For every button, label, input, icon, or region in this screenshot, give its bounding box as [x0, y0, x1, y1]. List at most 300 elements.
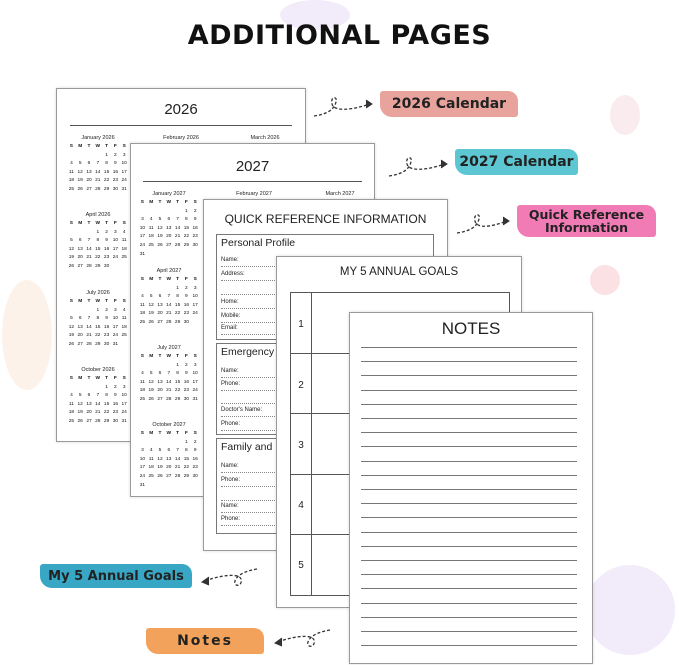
day-cell: 18	[121, 246, 127, 252]
day-cell: 19	[68, 255, 75, 261]
day-cell: 26	[157, 473, 163, 479]
weekday-label: S	[122, 144, 126, 149]
day-cell: 23	[103, 333, 110, 339]
weekday-label: F	[184, 354, 188, 359]
month-name: March 2027	[325, 191, 355, 197]
label-2026-calendar	[380, 91, 518, 117]
weekday-label: T	[158, 431, 162, 436]
month-name: October 2027	[152, 422, 186, 428]
day-cell: 13	[86, 401, 92, 407]
day-cell	[147, 439, 156, 448]
weekday-label: T	[158, 354, 162, 359]
day-cell	[138, 285, 147, 294]
day-cell: 29	[174, 396, 181, 402]
week-row	[138, 447, 200, 456]
day-cell: 5	[158, 217, 162, 223]
day-cell: 12	[77, 401, 83, 407]
day-cell: 28	[86, 263, 92, 269]
weekday-label: S	[140, 354, 144, 359]
month-grid	[138, 199, 200, 259]
weekday-label: S	[193, 431, 197, 436]
family-title: Family and	[221, 441, 273, 453]
weekday-label: T	[158, 200, 162, 205]
ruled-line	[361, 404, 577, 405]
weekday-label: M	[149, 354, 154, 359]
week-row	[138, 251, 200, 260]
day-cell: 5	[158, 448, 162, 454]
weekday-label: F	[184, 200, 188, 205]
day-cell: 22	[95, 255, 101, 261]
day-cell: 15	[95, 246, 101, 252]
day-cell: 13	[157, 379, 163, 385]
day-cell: 11	[68, 401, 74, 407]
week-row	[67, 246, 129, 255]
week-row	[138, 233, 200, 242]
day-cell: 23	[183, 311, 190, 317]
day-cell: 18	[148, 465, 154, 471]
day-cell: 31	[121, 186, 127, 192]
day-cell	[85, 384, 94, 393]
ruled-line	[361, 361, 577, 362]
day-cell	[76, 384, 85, 393]
week-row	[138, 285, 200, 294]
day-cell: 6	[167, 217, 171, 223]
day-cell: 3	[141, 448, 144, 454]
month-grid	[67, 298, 129, 350]
day-cell: 29	[103, 186, 110, 192]
month-grid	[67, 220, 129, 272]
day-cell: 7	[176, 448, 179, 454]
day-cell: 9	[185, 371, 188, 377]
goal-number: 5	[298, 560, 304, 571]
goals-heading: MY 5 ANNUAL GOALS	[339, 266, 459, 278]
home-line: Home:	[221, 297, 429, 309]
day-cell: 27	[157, 396, 163, 402]
ruled-line	[361, 489, 577, 490]
flower-decoration	[585, 565, 675, 655]
week-row	[138, 302, 200, 311]
day-cell	[156, 482, 165, 491]
day-cell: 9	[114, 161, 117, 167]
day-cell: 25	[121, 333, 127, 339]
week-row	[138, 225, 200, 234]
label-notes	[146, 628, 264, 654]
goals-column-divider	[311, 293, 312, 595]
day-cell	[182, 251, 191, 260]
week-row	[138, 379, 200, 388]
day-cell: 28	[95, 418, 101, 424]
day-cell: 17	[139, 465, 146, 471]
day-cell: 15	[95, 324, 101, 330]
day-cell: 5	[70, 316, 73, 322]
day-cell: 31	[139, 482, 146, 488]
label-text: 2026 Calendar	[391, 96, 507, 112]
day-cell: 24	[121, 410, 127, 416]
day-cell: 2	[105, 229, 108, 235]
day-cell: 1	[185, 439, 188, 445]
weekday-label: W	[95, 144, 101, 149]
day-cell: 16	[112, 401, 119, 407]
weekday-label: W	[166, 431, 172, 436]
weekday-label: W	[166, 277, 172, 282]
day-cell: 17	[192, 379, 198, 385]
goal-number: 2	[298, 380, 304, 391]
day-cell: 30	[183, 319, 190, 325]
day-cell: 5	[149, 371, 153, 377]
day-cell: 19	[77, 178, 83, 184]
weekday-header	[67, 220, 129, 229]
day-cell: 21	[95, 178, 101, 184]
weekday-label: M	[149, 277, 154, 282]
day-cell: 25	[139, 319, 146, 325]
day-cell: 17	[112, 246, 119, 252]
day-cell: 6	[167, 448, 171, 454]
day-cell: 21	[86, 255, 92, 261]
day-cell	[120, 263, 129, 272]
day-cell: 11	[148, 456, 154, 462]
day-cell: 20	[77, 255, 83, 261]
day-cell: 29	[183, 473, 190, 479]
day-cell: 7	[96, 393, 100, 399]
day-cell: 19	[77, 410, 83, 416]
day-cell	[67, 229, 76, 238]
day-cell: 10	[192, 294, 198, 300]
week-row	[67, 401, 129, 410]
weekday-label: T	[87, 376, 91, 381]
day-cell: 13	[86, 169, 92, 175]
day-cell: 24	[192, 311, 198, 317]
weekday-label: M	[78, 221, 83, 226]
name-line: Name:	[221, 366, 429, 378]
month-grid	[138, 430, 200, 490]
day-cell: 4	[122, 229, 126, 235]
weekday-label: S	[69, 376, 73, 381]
day-cell: 14	[166, 302, 172, 308]
day-cell: 28	[166, 319, 172, 325]
weekday-label: T	[105, 221, 109, 226]
weekday-label: T	[105, 299, 109, 304]
day-cell: 14	[166, 379, 172, 385]
ruled-line	[361, 532, 577, 533]
day-cell: 28	[174, 473, 181, 479]
mobile-line: Mobile:	[221, 311, 429, 323]
divider	[143, 181, 362, 182]
ruled-line	[361, 461, 577, 462]
day-cell: 22	[103, 178, 110, 184]
day-cell: 7	[87, 316, 91, 322]
ruled-line	[361, 645, 577, 646]
week-row	[67, 177, 129, 186]
day-cell: 9	[193, 217, 197, 223]
arrow-icon	[312, 96, 377, 121]
week-row	[67, 254, 129, 263]
week-row	[67, 392, 129, 401]
weekday-label: W	[95, 221, 101, 226]
day-cell: 13	[166, 456, 172, 462]
day-cell	[173, 439, 182, 448]
day-cell	[76, 152, 85, 161]
page-title: ADDITIONAL PAGES	[187, 20, 492, 51]
day-cell: 6	[158, 294, 162, 300]
arrow-icon	[387, 156, 452, 181]
goal-number: 4	[298, 500, 304, 511]
day-cell: 1	[176, 285, 179, 291]
arrow-icon	[270, 624, 332, 649]
day-cell: 3	[193, 362, 197, 368]
day-cell: 22	[174, 388, 181, 394]
week-row	[67, 229, 129, 238]
day-cell	[67, 384, 76, 393]
day-cell: 12	[68, 246, 75, 252]
day-cell: 15	[183, 225, 190, 231]
week-row	[138, 482, 200, 491]
day-cell: 19	[157, 465, 163, 471]
ruled-line	[361, 475, 577, 476]
day-cell: 15	[183, 456, 190, 462]
day-cell: 2	[105, 307, 108, 313]
day-cell: 21	[174, 234, 181, 240]
day-cell: 10	[112, 238, 119, 244]
weekday-label: T	[176, 431, 180, 436]
weekday-header	[67, 375, 129, 384]
ruled-line	[361, 617, 577, 618]
day-cell: 27	[77, 263, 83, 269]
week-row	[138, 464, 200, 473]
week-row	[138, 310, 200, 319]
weekday-label: M	[149, 431, 154, 436]
day-cell: 11	[139, 302, 145, 308]
day-cell: 23	[103, 255, 110, 261]
weekday-label: T	[158, 277, 162, 282]
day-cell: 21	[166, 388, 172, 394]
weekday-header	[67, 298, 129, 307]
week-row	[67, 384, 129, 393]
weekday-header	[67, 143, 129, 152]
day-cell	[120, 341, 129, 350]
doctor-line: Doctor's Name:	[221, 405, 429, 417]
day-cell	[85, 152, 94, 161]
day-cell: 8	[185, 217, 188, 223]
weekday-label: F	[184, 431, 188, 436]
day-cell	[164, 362, 173, 371]
day-cell: 30	[112, 186, 119, 192]
day-cell: 27	[77, 341, 83, 347]
day-cell: 2	[114, 152, 117, 158]
month-name: February 2027	[236, 191, 272, 197]
phone-line: Phone:	[221, 514, 429, 526]
day-cell	[173, 208, 182, 217]
day-cell: 8	[176, 294, 179, 300]
day-cell	[173, 482, 182, 491]
ruled-line	[361, 347, 577, 348]
weekday-label: S	[122, 299, 126, 304]
day-cell: 26	[148, 396, 154, 402]
day-cell: 24	[139, 473, 146, 479]
day-cell: 16	[103, 246, 110, 252]
week-row	[67, 409, 129, 418]
weekday-label: W	[95, 376, 101, 381]
day-cell: 24	[139, 242, 146, 248]
weekday-label: T	[105, 144, 109, 149]
day-cell: 31	[121, 418, 127, 424]
arrow-icon	[455, 213, 515, 238]
day-cell: 10	[112, 316, 119, 322]
day-cell: 9	[114, 393, 117, 399]
day-cell: 30	[192, 242, 198, 248]
day-cell: 18	[139, 311, 146, 317]
day-cell: 17	[121, 169, 127, 175]
week-row	[67, 237, 129, 246]
day-cell: 29	[95, 341, 101, 347]
day-cell	[191, 319, 200, 328]
day-cell: 31	[112, 341, 119, 347]
day-cell: 16	[183, 379, 190, 385]
day-cell	[138, 208, 147, 217]
day-cell: 7	[176, 217, 179, 223]
label-text: Notes	[177, 633, 233, 649]
month-name: April 2026	[85, 212, 111, 218]
month-name: January 2026	[81, 135, 115, 141]
ruled-line	[361, 390, 577, 391]
phone-line: Phone:	[221, 419, 429, 431]
day-cell: 4	[122, 307, 126, 313]
day-cell: 11	[68, 169, 74, 175]
day-cell: 24	[112, 255, 119, 261]
week-row	[138, 396, 200, 405]
day-cell: 3	[122, 384, 126, 390]
weekday-label: F	[184, 277, 188, 282]
day-cell: 12	[77, 169, 83, 175]
week-row	[138, 473, 200, 482]
day-cell	[76, 229, 85, 238]
day-cell: 8	[176, 371, 179, 377]
week-row	[138, 456, 200, 465]
month-name: April 2027	[156, 268, 182, 274]
week-row	[138, 387, 200, 396]
personal-profile-title: Personal Profile	[221, 237, 296, 249]
day-cell: 20	[157, 311, 163, 317]
day-cell: 25	[139, 396, 146, 402]
weekday-label: M	[78, 376, 83, 381]
ruled-line	[361, 560, 577, 561]
day-cell: 30	[103, 341, 110, 347]
day-cell: 9	[193, 448, 197, 454]
label-text: 2027 Calendar	[459, 154, 574, 170]
week-row	[67, 169, 129, 178]
day-cell: 23	[192, 234, 198, 240]
week-row	[67, 307, 129, 316]
day-cell: 1	[96, 307, 100, 313]
day-cell: 13	[157, 302, 163, 308]
ruled-line	[361, 546, 577, 547]
day-cell	[93, 384, 102, 393]
quick-reference-heading: QUICK REFERENCE INFORMATION	[224, 212, 427, 226]
day-cell: 29	[103, 418, 110, 424]
day-cell: 22	[103, 410, 110, 416]
day-cell: 1	[96, 229, 100, 235]
day-cell: 8	[105, 393, 108, 399]
day-cell: 7	[167, 294, 171, 300]
ruled-line	[361, 418, 577, 419]
day-cell: 18	[68, 410, 75, 416]
day-cell	[191, 482, 200, 491]
weekday-label: W	[166, 200, 172, 205]
day-cell: 5	[78, 161, 82, 167]
week-row	[138, 439, 200, 448]
day-cell: 26	[68, 263, 75, 269]
day-cell	[147, 208, 156, 217]
day-cell: 23	[112, 178, 119, 184]
calendar-year: 2026	[164, 101, 198, 118]
day-cell: 23	[183, 388, 190, 394]
flower-decoration	[2, 280, 52, 390]
day-cell: 7	[96, 161, 100, 167]
week-row	[138, 293, 200, 302]
day-cell	[191, 251, 200, 260]
divider	[70, 125, 292, 126]
address-line: Address:	[221, 269, 429, 281]
day-cell	[93, 152, 102, 161]
week-row	[67, 315, 129, 324]
weekday-header	[138, 353, 200, 362]
day-cell	[147, 362, 156, 371]
day-cell	[67, 152, 76, 161]
weekday-label: S	[193, 354, 197, 359]
day-cell: 2	[185, 362, 188, 368]
week-row	[138, 208, 200, 217]
week-row	[138, 370, 200, 379]
weekday-label: M	[78, 299, 83, 304]
day-cell: 21	[95, 410, 101, 416]
day-cell: 14	[174, 456, 181, 462]
day-cell: 18	[68, 178, 75, 184]
day-cell	[164, 208, 173, 217]
label-text: Information	[545, 220, 628, 235]
day-cell: 25	[68, 186, 75, 192]
day-cell: 13	[77, 246, 83, 252]
label-annual-goals	[40, 564, 192, 588]
day-cell: 19	[157, 234, 163, 240]
day-cell: 23	[192, 465, 198, 471]
day-cell: 29	[183, 242, 190, 248]
day-cell: 7	[87, 238, 91, 244]
day-cell: 9	[105, 238, 108, 244]
weekday-label: W	[95, 299, 101, 304]
day-cell: 13	[77, 324, 83, 330]
weekday-label: S	[69, 221, 73, 226]
weekday-label: T	[176, 354, 180, 359]
day-cell: 3	[193, 285, 197, 291]
day-cell: 25	[148, 242, 154, 248]
day-cell: 2	[193, 439, 197, 445]
email-line: Email:	[221, 323, 429, 335]
weekday-header	[138, 430, 200, 439]
weekday-header	[138, 199, 200, 208]
weekday-label: F	[113, 376, 117, 381]
week-row	[67, 341, 129, 350]
day-cell: 1	[185, 208, 188, 214]
day-cell: 20	[166, 234, 172, 240]
month-grid	[67, 143, 129, 195]
day-cell: 21	[174, 465, 181, 471]
month-name: March 2026	[250, 135, 280, 141]
day-cell: 14	[174, 225, 181, 231]
day-cell	[156, 362, 165, 371]
week-row	[138, 242, 200, 251]
day-cell: 27	[86, 418, 92, 424]
day-cell: 4	[149, 217, 153, 223]
day-cell: 10	[139, 225, 146, 231]
